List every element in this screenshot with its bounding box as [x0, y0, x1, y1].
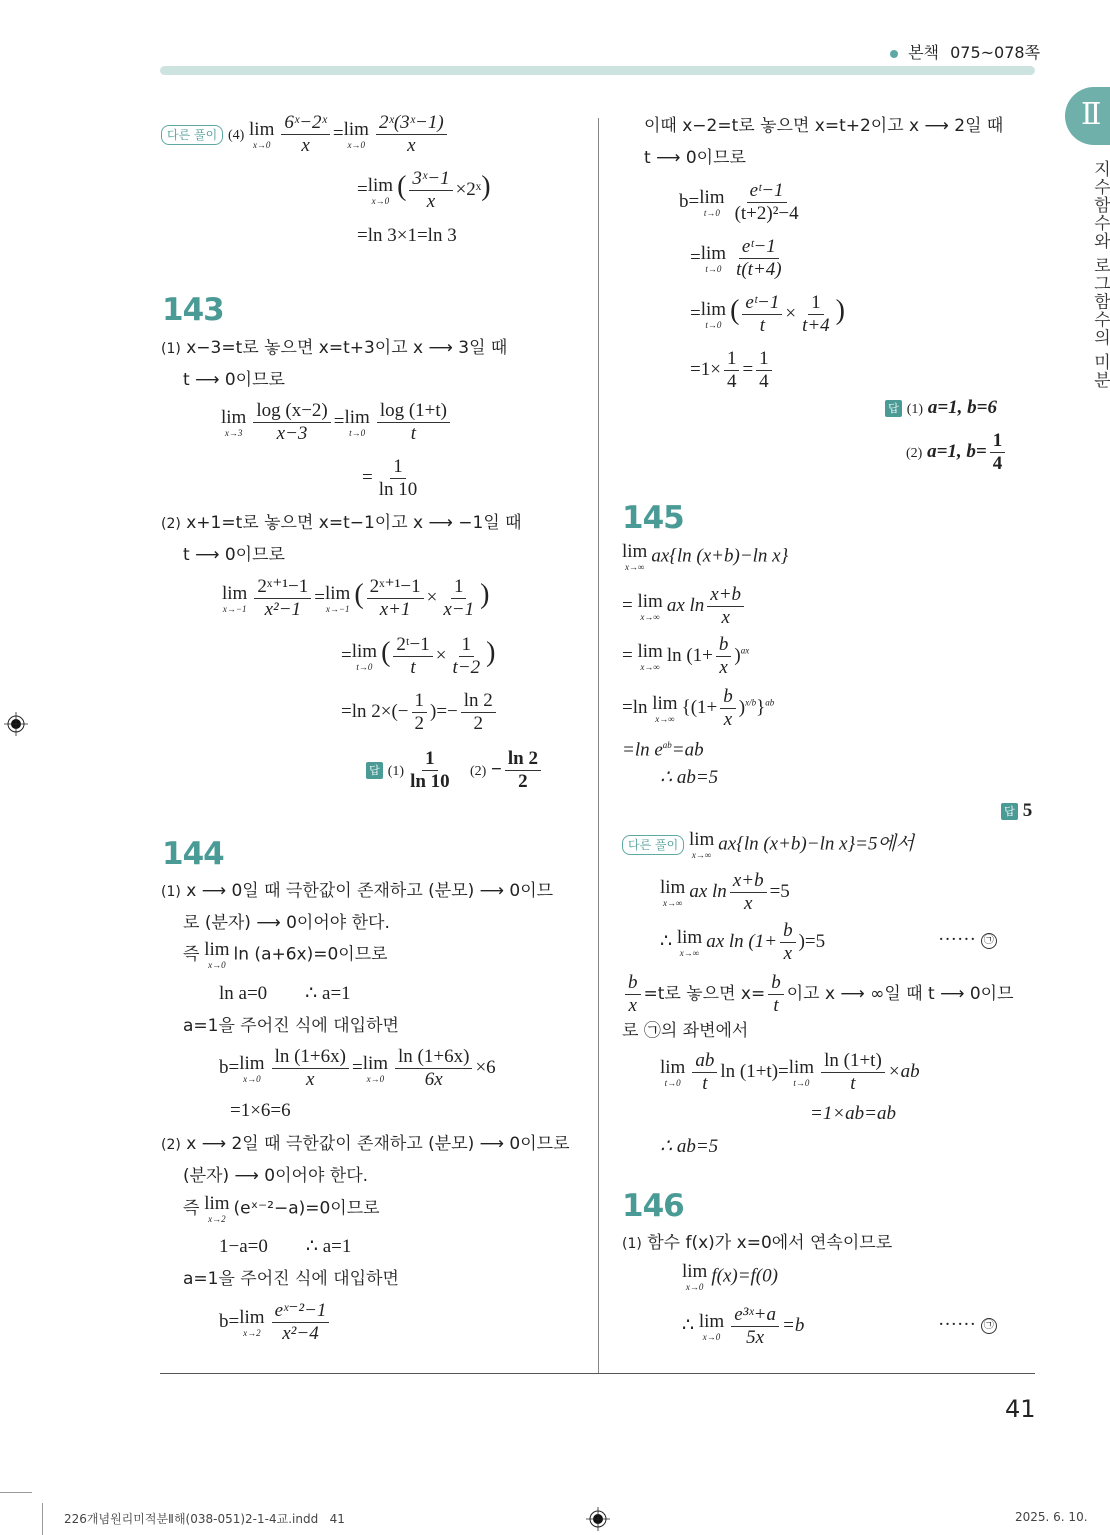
q143-p1-text1: (1) x−3=t로 놓으면 x=t+3이고 x ⟶ 3일 때	[161, 338, 508, 358]
q144-p2-text3: 즉 lim x→2 (eˣ⁻²−a)=0이므로	[183, 1193, 380, 1224]
question-number-143: 143	[162, 292, 224, 328]
ref-mark: ㉠	[981, 1318, 997, 1334]
q143-p1-eq1: lim x→3 $\frac{\log (x-2)}{x-3}$ = lim t→0 $\frac{\log (1+t)}{t}$	[221, 400, 453, 445]
q142-alt-line3: =ln 3×1=ln 3	[357, 225, 457, 246]
question-number-146: 146	[622, 1188, 684, 1224]
q142-alt-line2: = lim x→0 ( $\frac{\text{3ˣ−1}}{x}$ ×2ˣ)	[357, 168, 491, 212]
crop-mark-vertical	[42, 1503, 43, 1535]
q144-answer-1: 답 (1) a=1, b=6	[885, 396, 997, 422]
q144-p2-text2: (분자) ⟶ 0이어야 한다.	[183, 1166, 369, 1186]
q144-p1-text1: (1) x ⟶ 0일 때 극한값이 존재하고 (분모) ⟶ 0이므	[161, 881, 554, 901]
q145-eq4: =ln lim x→∞ {(1+ $\frac{b}{x}$ )$^{x/b}$}$^{ab}$	[622, 686, 775, 730]
q145-eq3: = lim x→∞ ln (1+ $\frac{b}{x}$ )$^{ax}$	[622, 634, 750, 678]
answer-badge: 답	[366, 762, 383, 779]
question-number-145: 145	[622, 500, 684, 536]
q144-answer-2: (2) a=1, b= $\frac{1}{4}$	[906, 430, 1008, 475]
chapter-roman: Ⅱ	[1081, 97, 1102, 132]
q145-eq5: =ln $e^{ab}=ab$	[622, 739, 704, 761]
q144-p2-eq1: b= lim x→2 $\frac{\text{eˣ⁻²−1}}{\text{x²−4}}$	[219, 1300, 332, 1345]
q143-p2-eq1: lim x→−1 $\frac{\text{2ˣ⁺¹−1}}{\text{x²−1}}$ = lim x→−1 ( $\frac{\text{2ˣ⁺¹−1}}{x+1}$ × $\frac{1}{x-1}$ )	[222, 576, 490, 620]
registration-mark-icon	[586, 1507, 610, 1531]
q143-p1-text2: t ⟶ 0이므로	[183, 370, 285, 390]
page-header	[890, 40, 1040, 63]
q144-cont-eq2: = lim t→0 $\frac{\text{eᵗ−1}}{t(t+4)}$	[690, 236, 782, 280]
q145-eq2: = lim x→∞ ax ln $\frac{x+b}{x}$	[622, 584, 747, 629]
q144-p2-text5: a=1을 주어진 식에 대입하면	[183, 1269, 399, 1289]
header-label: 본책	[908, 43, 940, 62]
q145-alt-eq2: lim x→∞ ax ln $\frac{x+b}{x}$ =5	[660, 870, 790, 914]
q145-alt-text2: 로 ㉠의 좌변에서	[622, 1021, 749, 1041]
q145-alt-eq3: ∴ lim x→∞ ax ln (1+ $\frac{b}{x}$ )=5	[660, 920, 826, 964]
question-number-144: 144	[162, 836, 224, 872]
q144-p1-eq1: b= lim x→0 $\frac{\ln (1+6x)}{x}$ = lim x→0 $\frac{\ln (1+6x)}{6x}$ ×6	[219, 1046, 496, 1090]
q144-p1-text3: 즉 lim x→0 ln (a+6x)=0이므로	[183, 939, 388, 970]
q144-cont-text1: 이때 x−2=t로 놓으면 x=t+2이고 x ⟶ 2일 때	[644, 116, 1004, 136]
alt-solution-badge: 다른 풀이	[622, 835, 684, 855]
q144-p1-text2: 로 (분자) ⟶ 0이어야 한다.	[183, 913, 390, 933]
q146-p1-eq1: lim x→0 f(x)=f(0)	[682, 1261, 778, 1292]
q145-alt-eq4: lim t→0 $\frac{ab}{t}$ ln (1+t)= lim t→0 $\frac{\ln (1+t)}{t}$ ×ab	[660, 1050, 920, 1094]
page-number: 41	[1005, 1395, 1036, 1423]
q144-p1-text5: a=1을 주어진 식에 대입하면	[183, 1016, 399, 1036]
q143-p1-eq2: = $\frac{1}{\ln 10}$	[362, 456, 418, 500]
q145-alt-ref1: ······ ㉠	[938, 928, 997, 952]
q143-p2-eq3: =ln 2×(− $\frac{1}{2}$ )=− $\frac{\ln 2}{2}$	[341, 690, 499, 735]
q143-p2-text1: (2) x+1=t로 놓으면 x=t−1이고 x ⟶ −1일 때	[161, 513, 522, 533]
q143-p2-eq2: = lim t→0 ( $\frac{\text{2ᵗ−1}}{t}$ × $\frac{1}{t-2}$ )	[341, 634, 496, 678]
q145-alt-eq1: 다른 풀이 lim x→∞ ax{ln (x+b)−ln x}=5에서	[622, 830, 914, 860]
q142-alt-line1: 다른 풀이 (4) lim x→0 $\frac{\text{6ˣ−2ˣ}}{x}$ = lim x→0 $\frac{\text{2ˣ(3ˣ−1)}}{x}$	[161, 112, 450, 157]
print-date: 2025. 6. 10.	[1015, 1510, 1088, 1524]
q144-cont-eq1: b= lim t→0 $\frac{\text{eᵗ−1}}{\text{(t+2)²−4}}$	[679, 180, 799, 224]
q143-answer: 답 (1) $\frac{1}{\ln 10}$ (2) − $\frac{\ln 2}{2}$	[366, 748, 544, 793]
column-divider	[598, 118, 599, 1374]
registration-mark-icon	[4, 712, 28, 736]
ref-mark: ㉠	[981, 933, 997, 949]
q144-p1-text4: ln a=0 ∴ a=1	[219, 983, 351, 1004]
q145-eq6: ∴ ab=5	[660, 767, 719, 788]
q145-answer: 답 5	[1001, 799, 1032, 823]
q145-alt-text1: $\frac{b}{x}$ =t로 놓으면 x= $\frac{b}{t}$ 이고 x ⟶ ∞일 때 t ⟶ 0이므	[622, 972, 1014, 1017]
bottom-rule	[160, 1373, 1035, 1374]
q143-p2-text2: t ⟶ 0이므로	[183, 545, 285, 565]
answer-badge: 답	[1001, 803, 1018, 820]
header-pages: 075~078쪽	[950, 43, 1041, 62]
q144-cont-eq3: = lim t→0 ( $\frac{\text{eᵗ−1}}{t}$ × $\frac{1}{t+4}$ )	[690, 292, 845, 336]
q144-p1-eq2: =1×6=6	[230, 1100, 291, 1121]
q144-p2-text1: (2) x ⟶ 2일 때 극한값이 존재하고 (분모) ⟶ 0이므로	[161, 1134, 570, 1154]
bullet-icon	[890, 50, 898, 58]
print-file-name: 226개념원리미적분Ⅱ해(038-051)2-1-4교.indd 41	[64, 1512, 345, 1526]
alt-solution-badge: 다른 풀이	[161, 125, 223, 145]
chapter-title-vertical: 지수함수와 로그함수의 미분	[1090, 160, 1110, 389]
answer-badge: 답	[885, 400, 902, 417]
q146-p1-eq2: ∴ lim x→0 $\frac{\text{e³ˣ+a}}{5x}$ =b	[682, 1304, 805, 1348]
header-bar	[160, 66, 1035, 75]
crop-mark-left	[0, 1492, 32, 1493]
q146-ref: ······ ㉠	[938, 1313, 997, 1337]
q145-alt-eq6: ∴ ab=5	[660, 1136, 719, 1157]
q146-p1-text1: (1) 함수 f(x)가 x=0에서 연속이므로	[622, 1233, 893, 1253]
q144-cont-eq4: =1× $\frac{1}{4}$ = $\frac{1}{4}$	[690, 348, 775, 393]
q144-p2-text4: 1−a=0 ∴ a=1	[219, 1236, 352, 1257]
chapter-tab	[1065, 87, 1110, 145]
q145-alt-eq5: =1×ab=ab	[810, 1103, 896, 1124]
q144-cont-text2: t ⟶ 0이므로	[644, 148, 746, 168]
q145-eq1: lim x→∞ ax{ln (x+b)−ln x}	[622, 541, 789, 572]
